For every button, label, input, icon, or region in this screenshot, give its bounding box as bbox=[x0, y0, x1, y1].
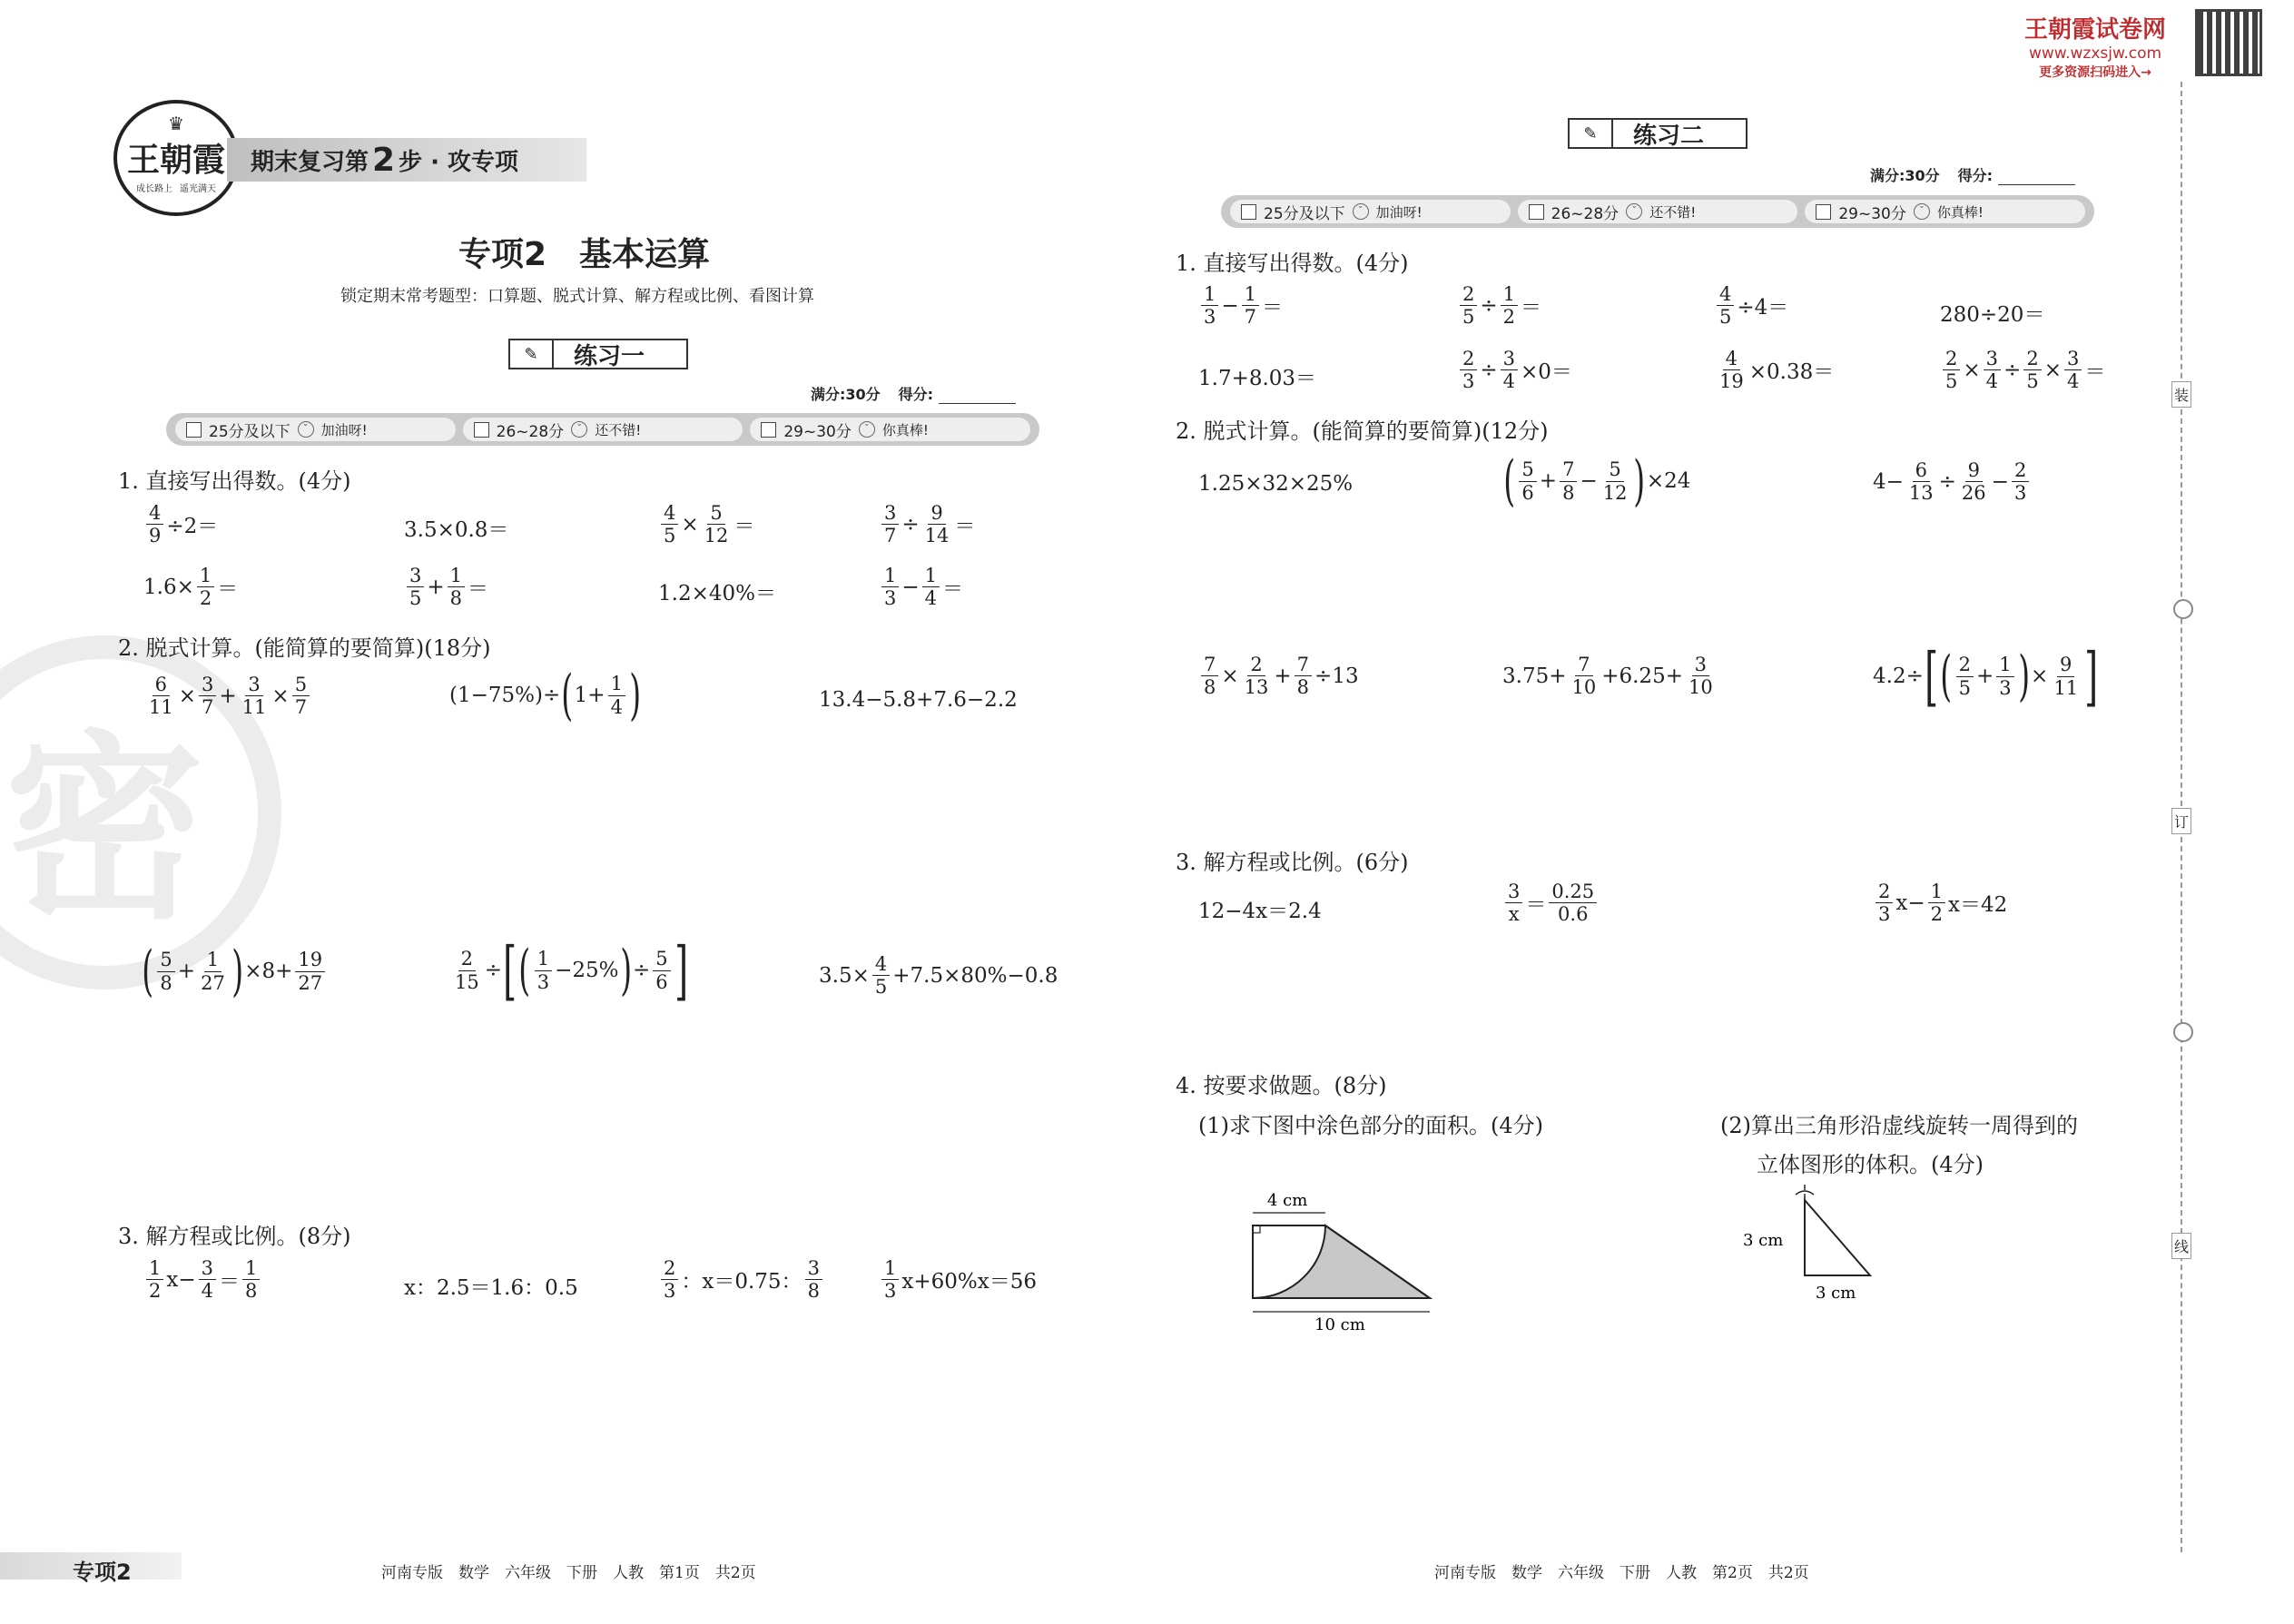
face-icon: ˘ bbox=[298, 421, 314, 438]
expr-text: ×8+ bbox=[244, 960, 293, 983]
ex2-q3-heading: 3. 解方程或比例。(6分) bbox=[1176, 850, 1409, 875]
rating-low-msg: 加油呀! bbox=[1375, 203, 1423, 221]
ex2-q3-item: 12−4x＝2.4 bbox=[1198, 900, 1322, 923]
page-title: 专项2 基本运算 bbox=[458, 236, 711, 273]
expr-text: x+60%x＝56 bbox=[901, 1270, 1037, 1294]
ex2-q4a: (1)求下图中涂色部分的面积。(4分) bbox=[1198, 1113, 1543, 1138]
face-icon: ˘ bbox=[859, 421, 875, 438]
footer-tag: 专项2 bbox=[73, 1560, 132, 1585]
shaded-area-figure bbox=[1235, 1180, 1452, 1334]
expr-text: x− bbox=[166, 1267, 196, 1292]
expr-text: 3.5× bbox=[819, 963, 870, 988]
rating-high bbox=[1805, 200, 2085, 223]
banner-prefix: 期末复习第 bbox=[251, 148, 369, 176]
op: ＝ bbox=[219, 1270, 240, 1294]
ex1-q2-item: 13.4−5.8+7.6−2.2 bbox=[819, 688, 1018, 712]
rating-high-range: 29~30分 bbox=[1838, 204, 1906, 223]
ex2-q2-item: 4.2÷ [ ( 2 5 + 1 3 ) × 9 11 ] bbox=[1873, 639, 2099, 714]
ex1-q1-item: 1 3 − 1 4 ＝ bbox=[879, 565, 963, 609]
ex2-q2-item: 4− $\frac{6}{13}$ ÷ 9 26 − 2 3 bbox=[1873, 459, 2032, 504]
expr-text: ：x＝0.75： bbox=[681, 1270, 802, 1294]
rating-mid bbox=[463, 418, 743, 441]
checkbox[interactable] bbox=[1529, 204, 1544, 220]
ex2-q1-heading: 1. 直接写出得数。(4分) bbox=[1176, 251, 1409, 276]
footer-left: 河南专版 数学 六年级 下册 人教 第1页 共2页 bbox=[381, 1564, 756, 1582]
rating-mid-range: 26~28分 bbox=[1551, 204, 1620, 223]
op: + bbox=[1539, 469, 1558, 493]
rating-low-range: 25分及以下 bbox=[1264, 204, 1345, 223]
ex2-q1-item: $\frac{4}{19}$ ×0.38＝ bbox=[1719, 348, 1835, 393]
ex2-q1-item: 280÷20＝ bbox=[1940, 303, 2045, 327]
checkbox[interactable] bbox=[186, 422, 202, 438]
expr-text: −25% bbox=[555, 959, 619, 982]
site-name: 王朝霞试卷网 bbox=[2024, 16, 2167, 44]
expr-text: ÷4＝ bbox=[1737, 296, 1789, 320]
ex2-q1-item: 2 5 × 3 4 ÷ 2 5 × 3 4 ＝ bbox=[1940, 348, 2105, 392]
ex2-q1-item: 1.7+8.03＝ bbox=[1198, 367, 1317, 390]
ex2-q2-item: 3.75+ $\frac{7}{10}$ +6.25+ $\frac{3}{10}$ bbox=[1502, 654, 1713, 699]
ex1-q2-heading: 2. 脱式计算。(能简算的要简算)(18分) bbox=[118, 635, 491, 661]
watermark-text: 密 bbox=[4, 714, 204, 946]
ex2-q2-item: 1.25×32×25% bbox=[1198, 472, 1354, 496]
section-banner bbox=[227, 138, 586, 182]
ex2-q1-item: $\frac{4}{5}$ ÷4＝ bbox=[1714, 283, 1788, 328]
face-icon: ˘ bbox=[1353, 203, 1369, 220]
triangle bbox=[1805, 1200, 1870, 1275]
logo-slogan-left: 成长路上 bbox=[136, 184, 172, 194]
exercise1-title bbox=[508, 339, 688, 369]
score-blank[interactable] bbox=[1998, 170, 2075, 185]
ex2-rating-bar bbox=[1221, 195, 2094, 228]
expr-text: 3.75+ bbox=[1502, 664, 1567, 688]
binding-label-c: 线 bbox=[2171, 1233, 2191, 1259]
ex1-q1-item: 3 5 + 1 8 ＝ bbox=[404, 565, 488, 609]
page-subtitle: 锁定期末常考题型：口算题、脱式计算、解方程或比例、看图计算 bbox=[340, 287, 814, 306]
ex1-q3-item: 1 2 x− $\frac{3}{4}$ ＝ 1 8 bbox=[143, 1257, 262, 1302]
full-score: 满分:30分 bbox=[811, 386, 881, 403]
ex1-q1-item: 1.2×40%＝ bbox=[658, 582, 776, 605]
face-icon: ˘ bbox=[571, 421, 587, 438]
banner-number: 2 bbox=[372, 141, 396, 179]
ex1-q3-item: 2 3 ：x＝0.75： 3 8 bbox=[658, 1257, 825, 1302]
ex1-q1-item: 4 9 ÷2＝ bbox=[143, 502, 218, 546]
ex2-q3-item: 3 x ＝ 0.25 0.6 bbox=[1502, 881, 1600, 925]
ex2-q2-item: 7 8 × 2 13 + $\frac{7}{8}$ ÷13 bbox=[1198, 654, 1359, 698]
checkbox[interactable] bbox=[1241, 204, 1256, 220]
checkbox[interactable] bbox=[761, 422, 776, 438]
qr-code-icon[interactable] bbox=[2195, 9, 2262, 76]
rating-mid bbox=[1518, 200, 1798, 223]
ex1-q1-heading: 1. 直接写出得数。(4分) bbox=[118, 468, 351, 494]
rating-low-msg: 加油呀! bbox=[320, 421, 368, 438]
exercise2-title-text: 练习二 bbox=[1633, 122, 1705, 150]
score-blank[interactable] bbox=[939, 389, 1016, 404]
bottom-label: 10 cm bbox=[1314, 1315, 1365, 1334]
expr-text: +7.5×80%−0.8 bbox=[892, 963, 1058, 988]
ex1-q1-item: 4 5 × 5 12 ＝ bbox=[658, 502, 754, 546]
ex1-q2-item: 2 15 ÷ [ ( 1 3 −25% ) ÷ 5 6 ] bbox=[455, 933, 688, 1008]
ex2-q4b-line1: (2)算出三角形沿虚线旋转一周得到的 bbox=[1720, 1113, 2078, 1138]
face-icon: ˘ bbox=[1914, 203, 1930, 220]
ex2-q2-heading: 2. 脱式计算。(能简算的要简算)(12分) bbox=[1176, 418, 1549, 444]
pen-icon: ✎ bbox=[510, 340, 554, 368]
expr-text: ×0＝ bbox=[1521, 360, 1572, 385]
rating-mid-msg: 还不错! bbox=[1649, 203, 1697, 221]
banner-suffix: 步 · 攻专项 bbox=[399, 148, 519, 176]
expr-text: ÷13 bbox=[1314, 664, 1359, 688]
expr-text: +6.25+ bbox=[1601, 664, 1683, 688]
rating-mid-range: 26~28分 bbox=[496, 422, 565, 441]
face-icon: ˘ bbox=[1626, 203, 1642, 220]
rotating-triangle-figure bbox=[1743, 1180, 1879, 1307]
checkbox[interactable] bbox=[1816, 204, 1831, 220]
binding-dot-icon bbox=[2173, 599, 2193, 619]
expr-text: 4.2÷ bbox=[1873, 664, 1924, 688]
site-info bbox=[2024, 11, 2166, 81]
expr-text: (1−75%)÷ bbox=[449, 684, 561, 707]
exercise2-title bbox=[1568, 118, 1748, 149]
binding-label-a: 装 bbox=[2171, 381, 2191, 408]
ex2-q1-item: 1 3 − 1 7 ＝ bbox=[1198, 283, 1283, 328]
ex1-q2-item: $\frac{6}{11}$ × $\frac{3}{7}$ + $\frac{3}{11}$ × 5 7 bbox=[143, 674, 312, 718]
ex1-q1-item: 3 7 ÷ 9 14 ＝ bbox=[879, 502, 975, 546]
rating-mid-msg: 还不错! bbox=[595, 421, 642, 438]
right-angle-mark bbox=[1253, 1225, 1260, 1233]
binding-dot-icon bbox=[2173, 1022, 2193, 1042]
ex2-q2-item: ( 5 6 + $\frac{7}{8}$ − 5 12 ) ×24 bbox=[1503, 449, 1691, 513]
footer-right: 河南专版 数学 六年级 下册 人教 第2页 共2页 bbox=[1434, 1564, 1809, 1582]
site-url[interactable]: www.wzxsjw.com bbox=[2028, 44, 2162, 63]
ex1-q3-heading: 3. 解方程或比例。(8分) bbox=[118, 1224, 351, 1249]
op: + bbox=[219, 684, 237, 708]
ex1-q3-item: x：2.5＝1.6：0.5 bbox=[404, 1276, 578, 1300]
logo-slogan-right: 遥光满天 bbox=[180, 184, 216, 194]
bottom-label: 3 cm bbox=[1816, 1284, 1856, 1303]
binding-label-b: 订 bbox=[2171, 808, 2191, 834]
ex2-score bbox=[1870, 164, 2075, 185]
exercise1-title-text: 练习一 bbox=[574, 342, 645, 370]
rating-high-msg: 你真棒! bbox=[1936, 203, 1984, 221]
expr-text: 1.6× bbox=[143, 575, 194, 599]
ex2-q1-item: 2 5 ÷ 1 2 ＝ bbox=[1457, 283, 1541, 328]
site-hint: 更多资源扫码进入→ bbox=[2039, 65, 2151, 80]
score-label: 得分: bbox=[1957, 167, 1994, 184]
rating-low bbox=[175, 418, 456, 441]
ex1-score bbox=[811, 383, 1016, 404]
rating-low-range: 25分及以下 bbox=[209, 422, 290, 441]
rating-low bbox=[1230, 200, 1511, 223]
rating-high-msg: 你真棒! bbox=[881, 421, 929, 438]
ex1-q1-item: 3.5×0.8＝ bbox=[404, 518, 509, 542]
ex2-q4b-line2: 立体图形的体积。(4分) bbox=[1757, 1152, 1984, 1177]
score-label: 得分: bbox=[898, 386, 934, 403]
brand-logo bbox=[113, 100, 239, 216]
op: × bbox=[178, 684, 197, 708]
full-score: 满分:30分 bbox=[1870, 167, 1940, 184]
ex1-q2-item: (1−75%)÷ ( 1+ 1 4 ) bbox=[449, 664, 642, 727]
logo-crown-icon: ♛ bbox=[168, 113, 184, 134]
expr-text: 4− bbox=[1873, 469, 1904, 494]
rating-high-range: 29~30分 bbox=[783, 422, 852, 441]
expr-text: ×24 bbox=[1646, 469, 1691, 493]
ex1-q2-item: 3.5× $\frac{4}{5}$ +7.5×80%−0.8 bbox=[819, 953, 1058, 999]
top-label: 4 cm bbox=[1267, 1191, 1308, 1210]
ex2-q4-heading: 4. 按要求做题。(8分) bbox=[1176, 1073, 1387, 1098]
logo-text: 王朝霞 bbox=[126, 141, 225, 179]
ex2-q1-item: 2 3 ÷ $\frac{3}{4}$ ×0＝ bbox=[1457, 348, 1572, 392]
ex1-q1-item: 1.6× $\frac{1}{2}$ ＝ bbox=[143, 565, 239, 610]
pen-icon: ✎ bbox=[1570, 120, 1613, 147]
ex2-q3-item: 2 3 x− 1 2 x＝42 bbox=[1873, 881, 2007, 925]
expr-text: x＝42 bbox=[1948, 893, 2008, 918]
checkbox[interactable] bbox=[474, 422, 489, 438]
ex1-q3-item: 1 3 x+60%x＝56 bbox=[879, 1257, 1037, 1302]
ex1-rating-bar bbox=[166, 413, 1039, 446]
rating-high bbox=[750, 418, 1030, 441]
ex1-q2-item: ( 5 8 + 1 27 ) ×8+ $\frac{19}{27}$ bbox=[141, 944, 328, 999]
side-label: 3 cm bbox=[1743, 1231, 1784, 1250]
expr-text: ×0.38＝ bbox=[1748, 360, 1835, 385]
